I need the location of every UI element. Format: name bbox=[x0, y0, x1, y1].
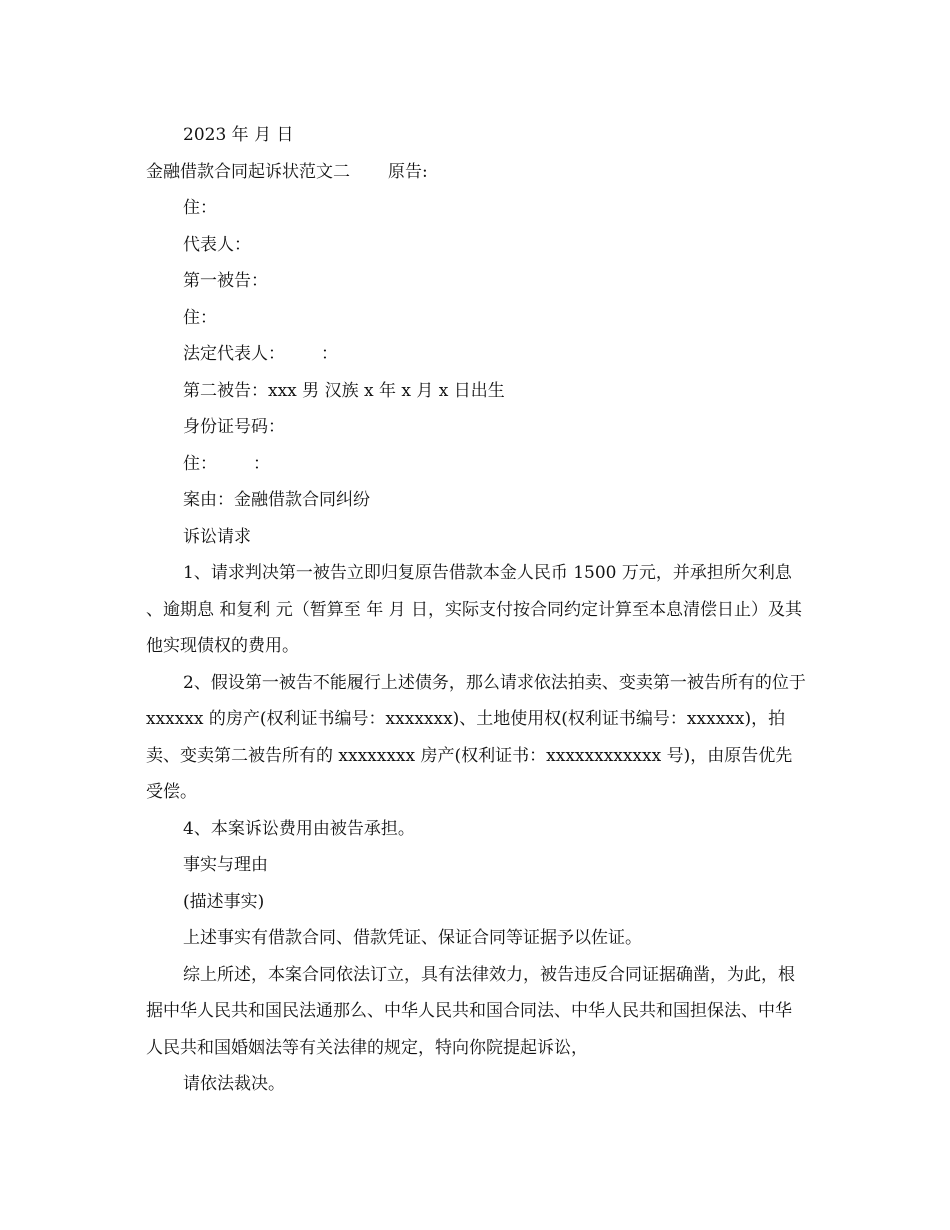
second-address-label: 住： bbox=[183, 453, 217, 474]
legal-rep-label: 法定代表人： bbox=[183, 344, 285, 364]
claims-heading: 诉讼请求 bbox=[183, 526, 251, 547]
claim-4: 4、本案诉讼费用由被告承担。 bbox=[183, 818, 415, 839]
cause-of-action: 案由：金融借款合同纠纷 bbox=[183, 490, 370, 510]
document-title: 金融借款合同起诉状范文二 bbox=[146, 161, 350, 182]
id-number: 身份证号码： bbox=[183, 417, 285, 437]
first-defendant: 第一被告： bbox=[183, 271, 268, 291]
claim-1: 1、请求判决第一被告立即归复原告借款本金人民币 1500 万元，并承担所欠利息 、逾期息 和复利 元（暂算至 年 月 日，实际支付按合同约定计算至本息清偿日止）及其他实现债权的费用。 bbox=[146, 563, 803, 656]
evidence-statement: 上述事实有借款合同、借款凭证、保证合同等证据予以佐证。 bbox=[183, 928, 642, 948]
representative: 代表人： bbox=[183, 234, 251, 255]
second-address-line bbox=[146, 446, 806, 483]
legal-rep-line bbox=[146, 336, 806, 373]
document-body bbox=[146, 117, 806, 1103]
plaintiff-label: 原告: bbox=[388, 161, 428, 182]
claim-2: 2、假设第一被告不能履行上述债务，那么请求依法拍卖、变卖第一被告所有的位于 xxxxxx 的房产(权利证书编号：xxxxxxx)、土地使用权(权利证书编号：xxxxxx)，拍卖、变卖第二被告所有的 xxxxxxxx 房产(权利证书：xxxxxxxxxxxx 号)，由原告优先受偿。 bbox=[146, 672, 806, 802]
first-defendant-address: 住： bbox=[183, 307, 217, 328]
plaintiff-address: 住： bbox=[183, 198, 217, 218]
facts-placeholder: (描述事实) bbox=[183, 891, 265, 912]
legal-rep-colon: ： bbox=[321, 344, 338, 364]
second-defendant: 第二被告：xxx 男 汉族 x 年 x 月 x 日出生 bbox=[183, 380, 505, 401]
conclusion: 综上所述，本案合同依法订立，具有法律效力，被告违反合同证据确凿，为此，根据中华人民共和国民法通那么、中华人民共和国合同法、中华人民共和国担保法、中华人民共和国婚姻法等有关法律的规定，特向你院提起诉讼， bbox=[146, 964, 795, 1058]
title-line bbox=[146, 154, 806, 191]
second-address-colon: ： bbox=[253, 453, 270, 474]
date-line: 2023 年 月 日 bbox=[183, 125, 294, 145]
closing-request: 请依法裁决。 bbox=[183, 1074, 285, 1094]
facts-heading: 事实与理由 bbox=[183, 855, 268, 875]
